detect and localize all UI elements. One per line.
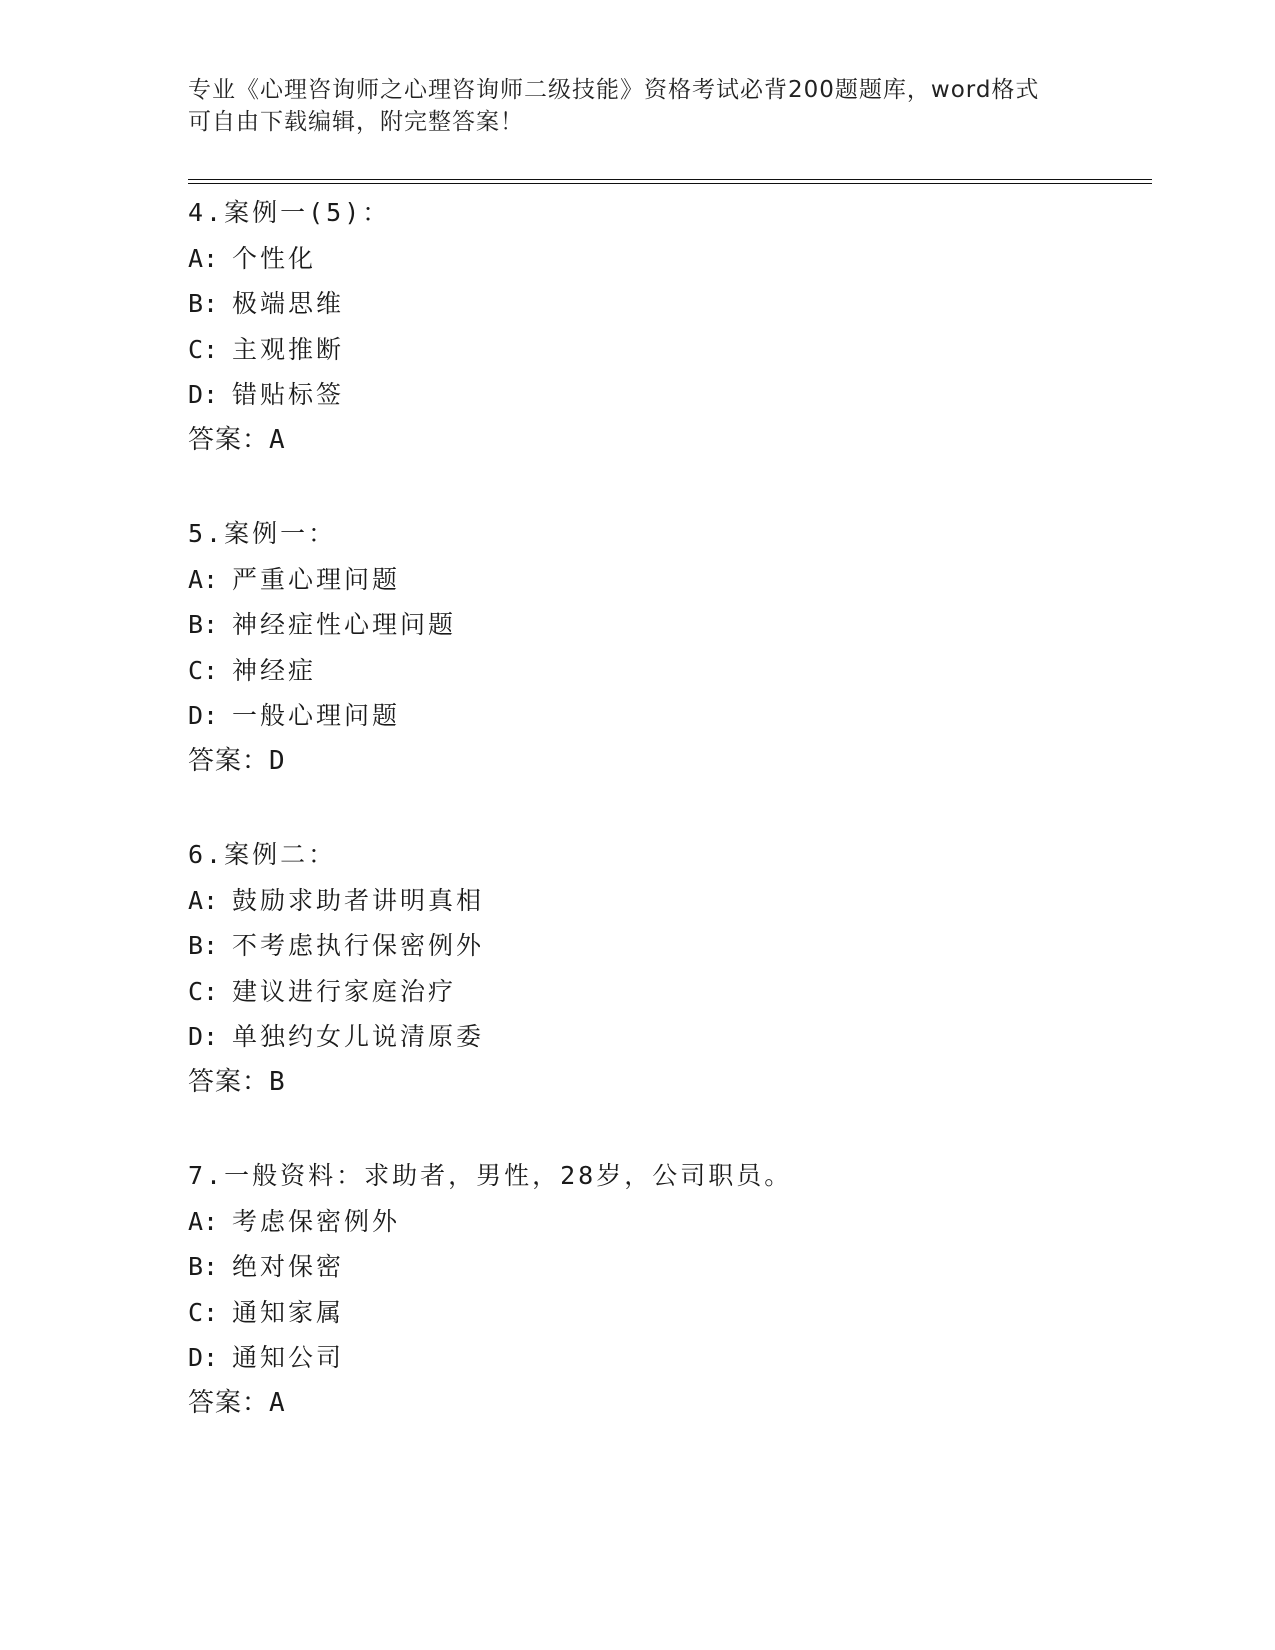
header-title-line-2: 可自由下载编辑，附完整答案！	[188, 109, 524, 135]
option-key: D:	[188, 701, 219, 730]
answer-label: 答案：	[188, 745, 270, 776]
option-d	[188, 372, 1148, 418]
answer-value: A	[269, 1387, 286, 1418]
option-key: C:	[188, 334, 219, 364]
option-b	[188, 281, 1148, 327]
option-key: C:	[188, 1297, 219, 1327]
option-a	[188, 557, 1148, 603]
option-c	[188, 1290, 1148, 1336]
question-5	[188, 511, 1148, 784]
option-key: B:	[188, 931, 219, 960]
option-text: 个性化	[232, 243, 317, 273]
option-c	[188, 327, 1148, 373]
question-4	[188, 190, 1148, 463]
option-text: 一般心理问题	[232, 701, 401, 730]
answer-label: 答案：	[188, 424, 270, 455]
option-text: 通知家属	[232, 1297, 345, 1327]
option-key: D:	[188, 1022, 219, 1051]
option-key: A:	[188, 564, 219, 594]
question-list	[188, 190, 1148, 1474]
option-text: 考虑保密例外	[232, 1206, 401, 1236]
option-text: 严重心理问题	[232, 564, 401, 594]
option-text: 不考虑执行保密例外	[232, 931, 485, 960]
option-text: 主观推断	[232, 334, 345, 364]
answer-line	[188, 1060, 1148, 1106]
option-text: 鼓励求助者讲明真相	[232, 885, 485, 915]
option-key: A:	[188, 885, 219, 915]
option-d	[188, 1335, 1148, 1381]
answer-value: B	[269, 1066, 286, 1097]
answer-line	[188, 739, 1148, 785]
answer-line	[188, 1381, 1148, 1427]
question-stem: 5.案例一：	[188, 519, 337, 548]
option-c	[188, 969, 1148, 1015]
option-key: D:	[188, 1343, 219, 1372]
header-divider-bottom	[188, 183, 1152, 184]
option-b	[188, 602, 1148, 648]
answer-value: D	[269, 745, 286, 776]
option-a	[188, 1199, 1148, 1245]
question-stem: 6.案例二：	[188, 840, 337, 869]
header-title-line-1: 专业《心理咨询师之心理咨询师二级技能》资格考试必背200题题库，word格式	[188, 77, 1040, 103]
option-text: 错贴标签	[232, 380, 345, 409]
option-b	[188, 923, 1148, 969]
option-c	[188, 648, 1148, 694]
option-a	[188, 236, 1148, 282]
option-text: 通知公司	[232, 1343, 345, 1372]
option-b	[188, 1244, 1148, 1290]
option-text: 神经症性心理问题	[232, 610, 457, 639]
option-text: 神经症	[232, 655, 317, 685]
option-d	[188, 1014, 1148, 1060]
option-key: B:	[188, 289, 219, 318]
option-key: B:	[188, 610, 219, 639]
option-key: D:	[188, 380, 219, 409]
option-key: A:	[188, 1206, 219, 1236]
option-text: 单独约女儿说清原委	[232, 1022, 485, 1051]
option-key: C:	[188, 976, 219, 1006]
option-text: 绝对保密	[232, 1252, 345, 1281]
option-text: 建议进行家庭治疗	[232, 976, 457, 1006]
option-a	[188, 878, 1148, 924]
option-text: 极端思维	[232, 289, 345, 318]
header-divider-top	[188, 179, 1152, 180]
option-d	[188, 693, 1148, 739]
document-header	[188, 74, 1088, 138]
answer-line	[188, 418, 1148, 464]
option-key: B:	[188, 1252, 219, 1281]
answer-value: A	[269, 424, 286, 455]
question-stem: 7.一般资料：求助者，男性，28岁，公司职员。	[188, 1161, 793, 1190]
option-key: C:	[188, 655, 219, 685]
answer-label: 答案：	[188, 1387, 270, 1418]
option-key: A:	[188, 243, 219, 273]
question-stem: 4.案例一(5)：	[188, 198, 391, 227]
question-6	[188, 832, 1148, 1105]
question-7	[188, 1153, 1148, 1426]
answer-label: 答案：	[188, 1066, 270, 1097]
